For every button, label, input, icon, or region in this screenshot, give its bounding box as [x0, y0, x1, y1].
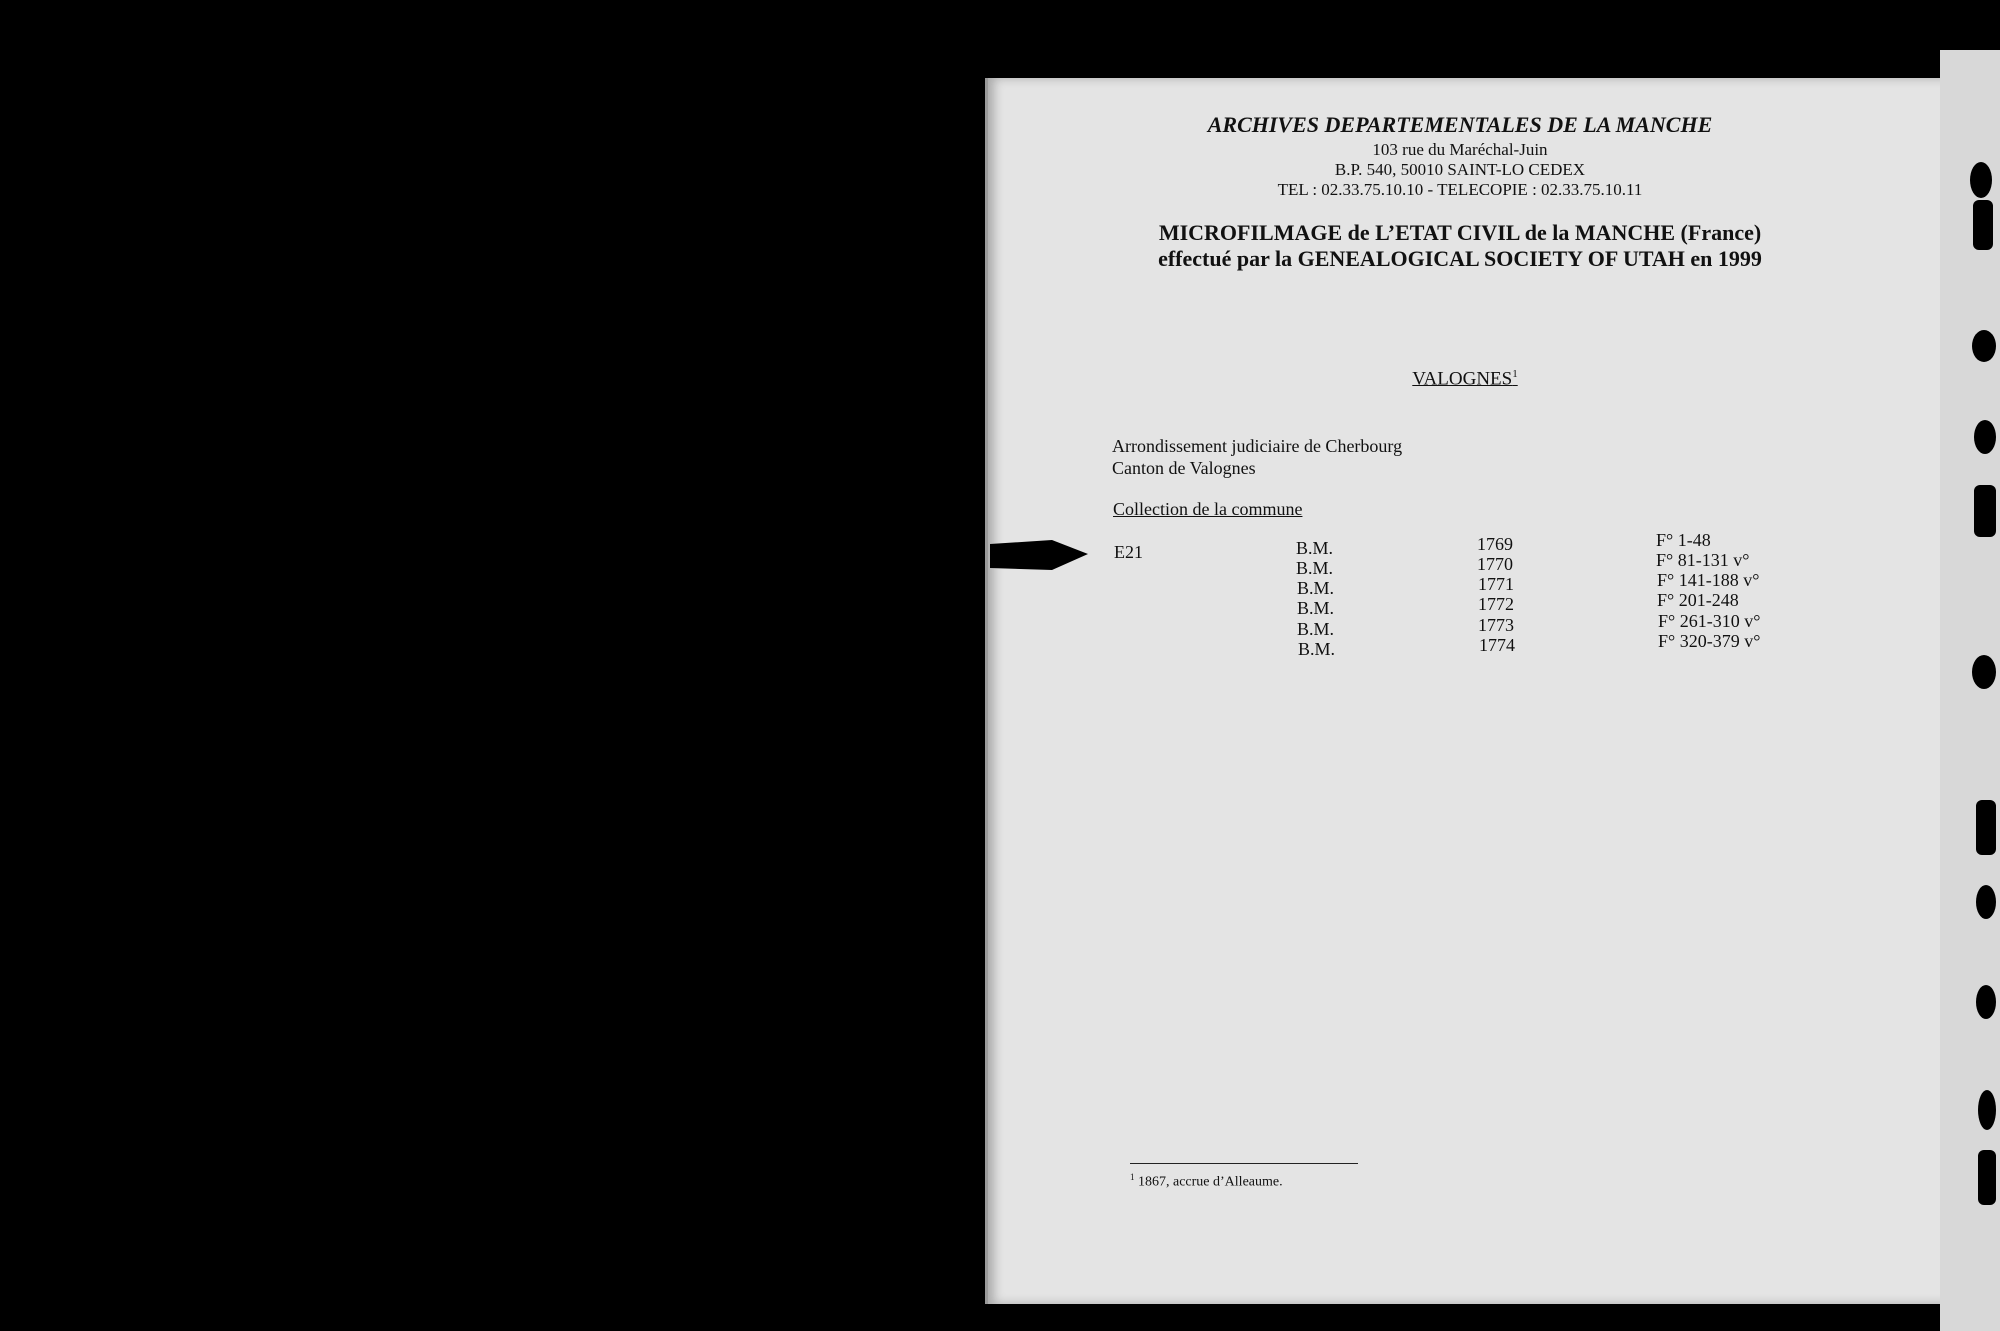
- register-type: B.M.: [1298, 639, 1336, 659]
- register-folio: F° 320-379 v°: [1658, 631, 1761, 651]
- register-type: B.M.: [1296, 538, 1334, 558]
- pointer-arrow-icon: [990, 538, 1090, 578]
- institution-title: ARCHIVES DEPARTEMENTALES DE LA MANCHE: [1207, 112, 1713, 137]
- register-year: 1770: [1477, 554, 1513, 574]
- register-folio: F° 261-310 v°: [1658, 611, 1761, 631]
- register-year: 1772: [1478, 594, 1514, 614]
- footnote-text: 1867, accrue d’Alleaume.: [1138, 1174, 1283, 1190]
- binder-hole: [1976, 800, 1996, 855]
- register-folio: F° 201-248: [1657, 590, 1739, 610]
- register-year: 1773: [1478, 615, 1514, 635]
- binder-hole: [1976, 985, 1996, 1019]
- binder-hole: [1978, 1150, 1996, 1205]
- register-type: B.M.: [1297, 578, 1335, 598]
- binder-hole: [1972, 655, 1996, 689]
- register-type: B.M.: [1296, 558, 1334, 578]
- register-year: 1771: [1478, 574, 1514, 594]
- binder-hole: [1973, 200, 1993, 250]
- footnote-divider: [1130, 1163, 1358, 1164]
- binder-hole: [1974, 485, 1996, 537]
- binder-hole: [1976, 885, 1996, 919]
- binder-hole: [1974, 420, 1996, 454]
- register-folio: F° 1-48: [1656, 530, 1711, 550]
- canton: Canton de Valognes: [1112, 458, 1256, 478]
- register-year: 1774: [1479, 635, 1515, 655]
- commune-name: VALOGNES$^1$: [1412, 368, 1518, 390]
- address-street: 103 rue du Maréchal-Juin: [1372, 140, 1548, 159]
- footnote-number: 1: [1130, 1172, 1135, 1182]
- project-title-line2: effectué par la GENEALOGICAL SOCIETY OF UTAH en 1999: [1158, 246, 1762, 271]
- register-code: E21: [1114, 542, 1143, 562]
- register-type: B.M.: [1297, 619, 1335, 639]
- binder-strip: [1940, 50, 2000, 1331]
- footnote-marker: 1: [1512, 368, 1518, 380]
- collection-heading: Collection de la commune: [1113, 499, 1303, 519]
- footnote: [1130, 1172, 1283, 1191]
- register-year: 1769: [1477, 534, 1513, 554]
- address-postal: B.P. 540, 50010 SAINT-LO CEDEX: [1334, 160, 1586, 179]
- binder-hole: [1970, 162, 1992, 198]
- register-folio: F° 141-188 v°: [1657, 570, 1760, 590]
- binder-hole: [1972, 330, 1996, 362]
- project-title-line1: MICROFILMAGE de L’ETAT CIVIL de la MANCHE (France): [1158, 220, 1762, 245]
- contact-numbers: TEL : 02.33.75.10.10 - TELECOPIE : 02.33.75.10.11: [1277, 180, 1643, 199]
- arrondissement: Arrondissement judiciaire de Cherbourg: [1112, 436, 1403, 456]
- register-folio: F° 81-131 v°: [1656, 550, 1750, 570]
- binder-hole: [1978, 1090, 1996, 1130]
- register-type: B.M.: [1297, 598, 1335, 618]
